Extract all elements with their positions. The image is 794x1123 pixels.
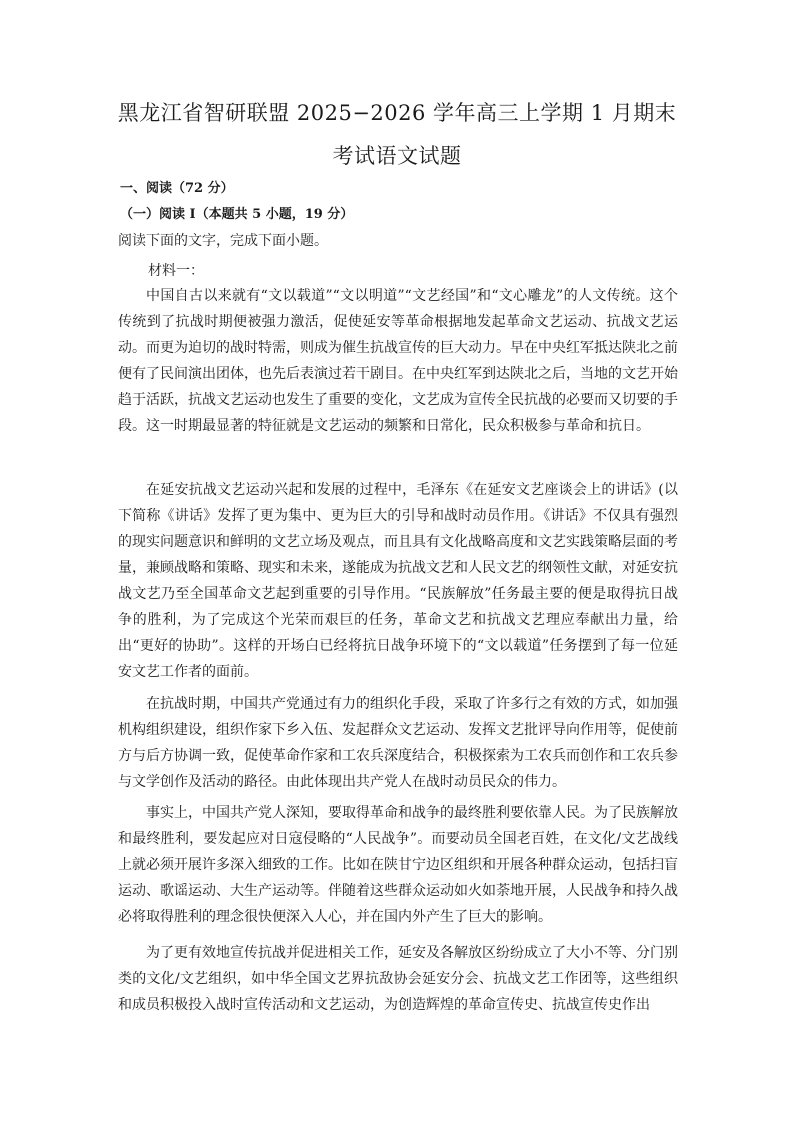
passage-paragraph: 为了更有效地宣传抗战并促进相关工作，延安及各解放区纷纷成立了大小不等、分门别类的文化/文艺组织，如中华全国文艺界抗敌协会延安分会、抗战文艺工作团等，这些组织和成员积极投入战时宣传活动和文艺运动，为创造辉煌的革命宣传史、抗战宣传史作出 <box>118 945 678 1013</box>
section-heading: 一、阅读（72 分） <box>120 181 234 196</box>
passage-paragraph: 事实上，中国共产党人深知，要取得革命和战争的最终胜利要依靠人民。为了民族解放和最终胜利，要发起应对日寇侵略的“人民战争”。而要动员全国老百姓，在文化/文艺战线上就必须开展许多深入细致的工作。比如在陕甘宁边区组织和开展各种群众运动，包括扫盲运动、歌谣运动、大生产运动等。伴随着这些群众运动如火如荼地开展，人民战争和持久战必将取得胜利的理念很快便深入人心，并在国内外产生了巨大的影响。 <box>118 805 678 925</box>
exam-title-line1: 黑龙江省智研联盟 2025−2026 学年高三上学期 1 月期末 <box>117 101 677 125</box>
passage-paragraph: 中国自古以来就有“文以载道”“文以明道”“文艺经国”和“文心雕龙”的人文传统。这个传统到了抗战时期便被强力激活，促使延安等革命根据地发起革命文艺运动、抗战文艺运动。而更为迫切的战时特需，则成为催生抗战宣传的巨大动力。早在中央红军抵达陕北之前便有了民间演出团体，也先后表演过若干剧目。在中央红军到达陕北之后，当地的文艺开始趋于活跃，抗战文艺运动也发生了重要的变化，文艺成为宣传全民抗战的必要而又切要的手段。这一时期最显著的特征就是文艺运动的频繁和日常化，民众积极参与革命和抗日。 <box>118 288 678 434</box>
material-label: 材料一： <box>148 263 204 279</box>
section-subheading: （一）阅读 I（本题共 5 小题，19 分） <box>120 207 354 222</box>
reading-instruction: 阅读下面的文字，完成下面小题。 <box>118 233 328 249</box>
exam-title-line2: 考试语文试题 <box>332 144 462 168</box>
passage-paragraph: 在抗战时期，中国共产党通过有力的组织化手段，采取了许多行之有效的方式，如加强机构组织建设，组织作家下乡入伍、发起群众文艺运动、发挥文艺批评导向作用等，促使前方与后方协调一致，促使革命作家和工农兵深度结合，积极探索为工农兵而创作和工农兵参与文学创作及活动的路径。由此体现出共产党人在战时动员民众的伟力。 <box>118 696 678 790</box>
passage-paragraph: 在延安抗战文艺运动兴起和发展的过程中，毛泽东《在延安文艺座谈会上的讲话》(以下简称《讲话》发挥了更为集中、更为巨大的引导和战时动员作用。《讲话》不仅具有强烈的现实问题意识和鲜明的文艺立场及观点，而且具有文化战略高度和文艺实践策略层面的考量，兼顾战略和策略、现实和未来，遂能成为抗战文艺和人民文艺的纲领性文献，对延安抗战文艺乃至全国革命文艺起到重要的引导作用。“民族解放”任务最主要的便是取得抗日战争的胜利，为了完成这个光荣而艰巨的任务，革命文艺和抗战文艺理应奉献出力量，给出“更好的协助”。这样的开场白已经将抗日战争环境下的“文以载道”任务摆到了每一位延安文艺工作者的面前。 <box>118 482 678 680</box>
